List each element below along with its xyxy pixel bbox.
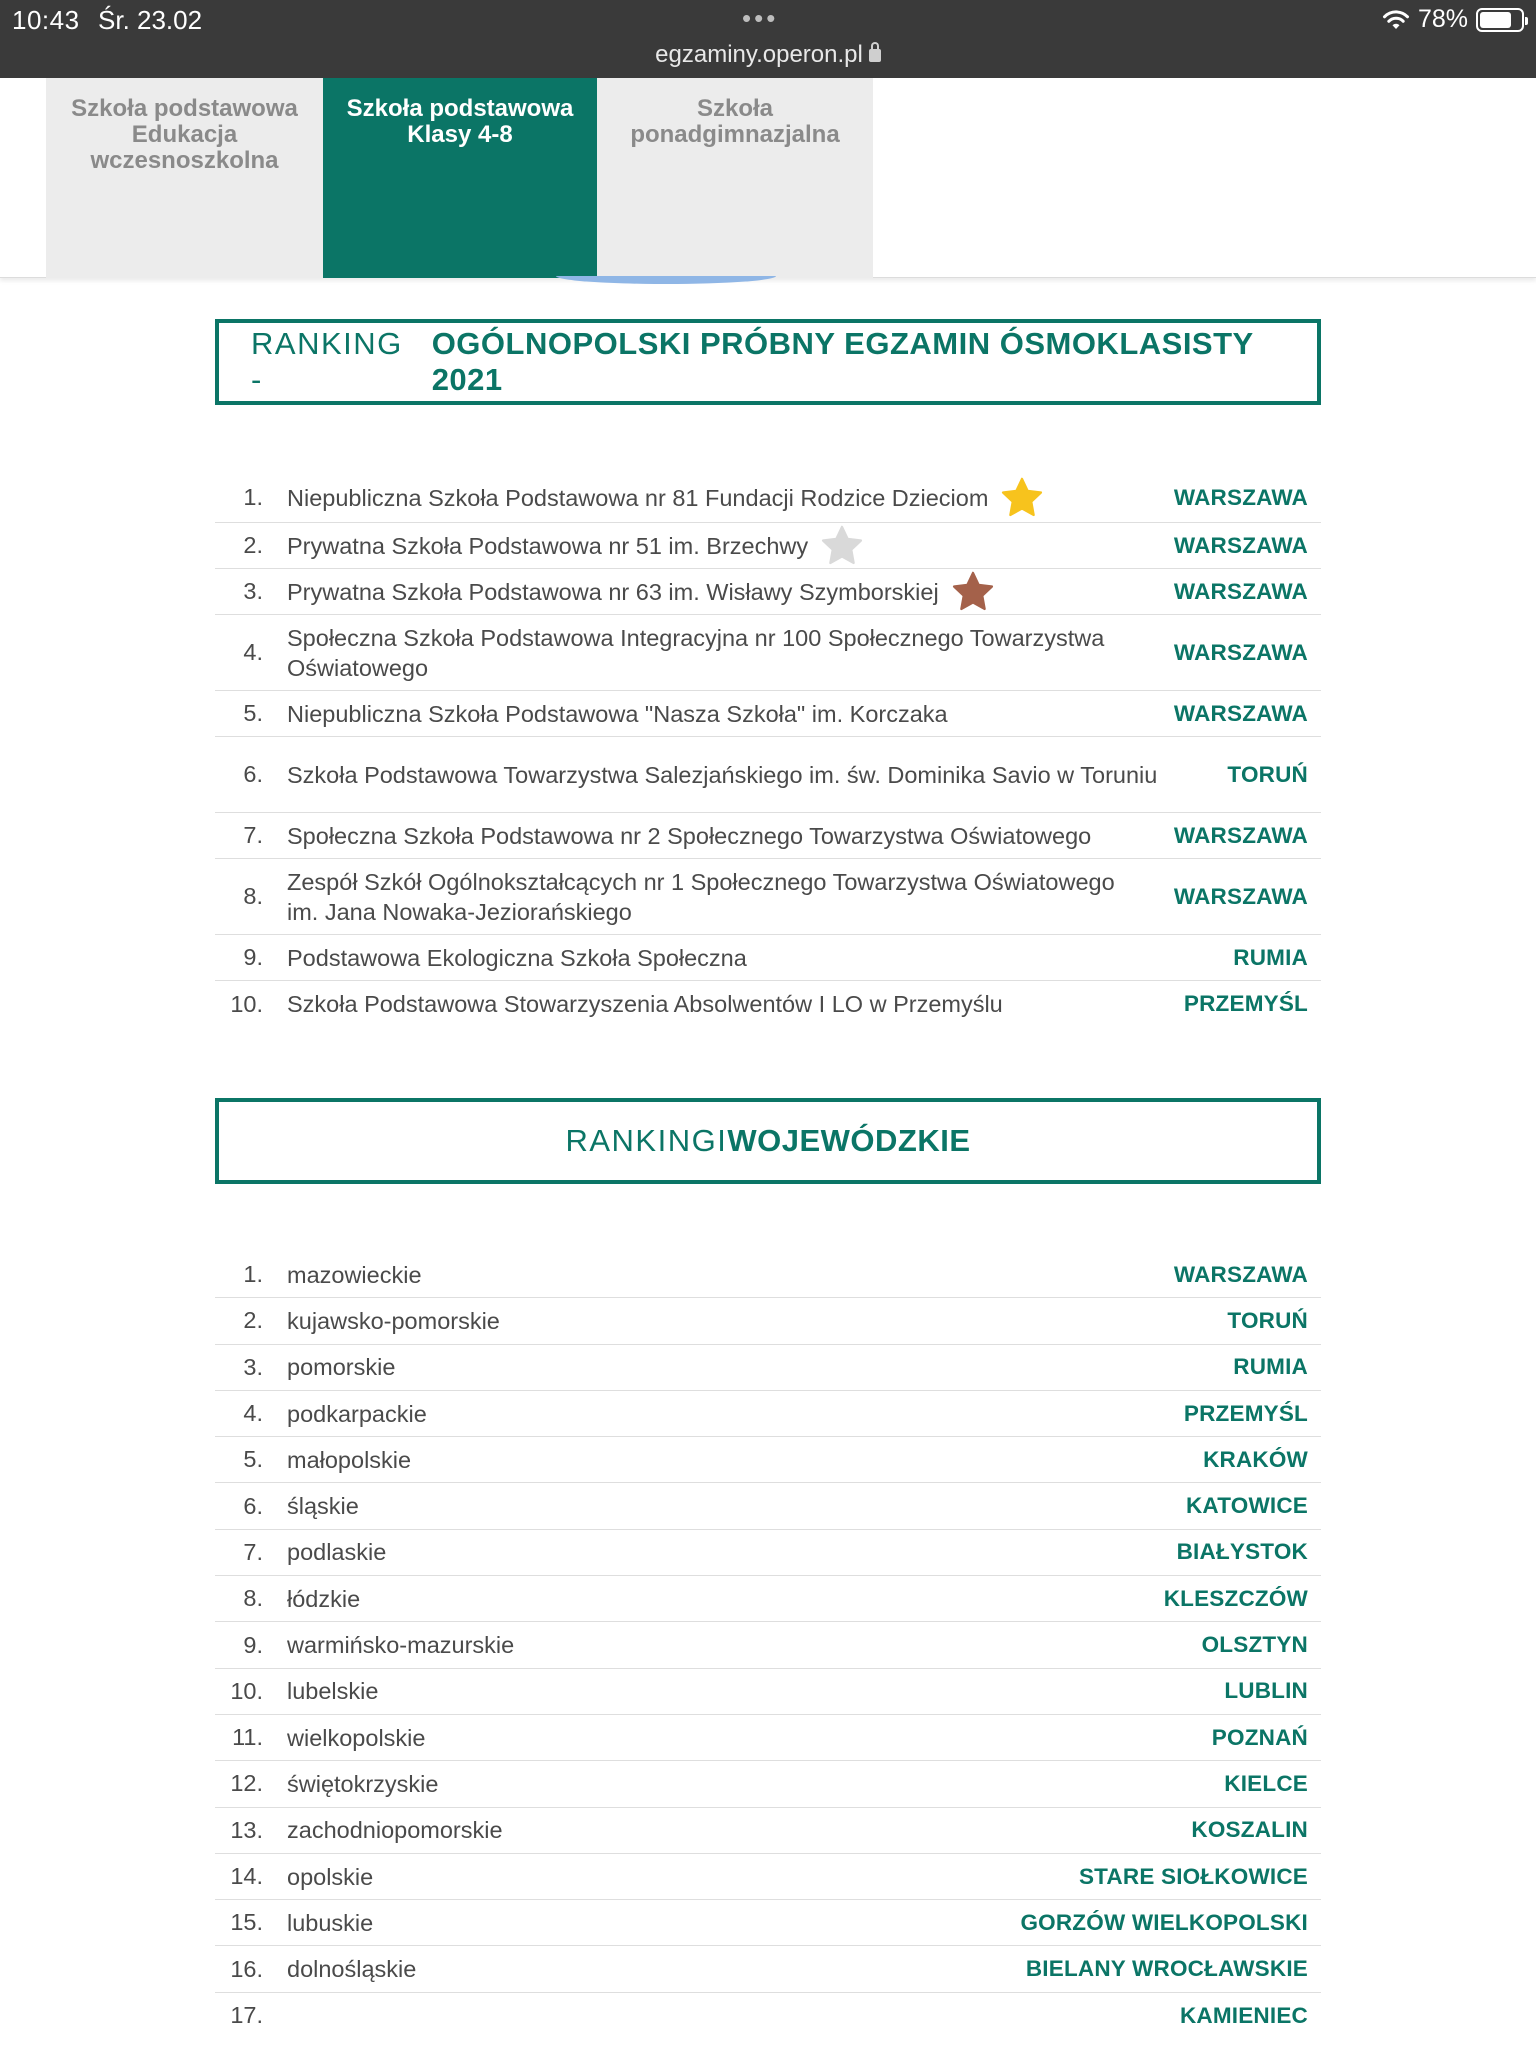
city-label: KRAKÓW	[1203, 1446, 1308, 1472]
tab-label-line: Szkoła podstawowa	[346, 95, 574, 122]
city-label: RUMIA	[1233, 944, 1308, 970]
rank-number: 15.	[230, 1909, 263, 1936]
table-row[interactable]	[215, 1576, 1321, 1622]
city-label: RUMIA	[1233, 1354, 1308, 1380]
city-label: TORUŃ	[1227, 761, 1308, 787]
school-name-text: Szkoła Podstawowa Towarzystwa Salezjańskiego im. św. Dominika Savio w Toruniu	[287, 761, 1158, 788]
rank-number: 1.	[243, 1261, 263, 1288]
table-row[interactable]	[215, 569, 1321, 615]
voivodeship-name: śląskie	[287, 1493, 359, 1520]
wifi-icon	[1382, 9, 1410, 31]
city-label: POZNAŃ	[1211, 1724, 1308, 1750]
school-name	[263, 943, 1233, 973]
city-label: KLESZCZÓW	[1163, 1585, 1308, 1611]
rank-number: 9.	[243, 944, 263, 970]
rank-number: 2.	[243, 532, 263, 558]
voivodeship-name: małopolskie	[287, 1446, 412, 1473]
school-name	[263, 699, 1174, 729]
table-row[interactable]	[215, 523, 1321, 569]
city-label: WARSZAWA	[1173, 578, 1308, 604]
table-row[interactable]	[215, 1808, 1321, 1854]
voivodeship-name: wielkopolskie	[287, 1724, 426, 1751]
city-label: BIAŁYSTOK	[1176, 1539, 1308, 1565]
rank-number: 11.	[232, 1724, 263, 1751]
city-label: WARSZAWA	[1173, 822, 1308, 848]
city-label: STARE SIOŁKOWICE	[1078, 1863, 1308, 1889]
battery-fill	[1480, 12, 1511, 28]
city-label: TORUŃ	[1227, 1307, 1308, 1333]
battery-icon	[1476, 8, 1524, 32]
voivodeship-name: warmińsko-mazurskie	[287, 1632, 515, 1659]
voivodeship-name: kujawsko-pomorskie	[287, 1307, 500, 1334]
voivodeship-name: pomorskie	[287, 1354, 396, 1381]
table-row[interactable]	[215, 1761, 1321, 1807]
table-row[interactable]	[215, 813, 1321, 859]
city-label: PRZEMYŚL	[1183, 991, 1308, 1016]
table-row[interactable]	[215, 1345, 1321, 1391]
voivodeship-name: podlaskie	[287, 1539, 387, 1566]
school-name	[263, 525, 1174, 567]
school-name-text: Prywatna Szkoła Podstawowa nr 51 im. Brzechwy	[287, 532, 809, 559]
city-label: KOSZALIN	[1191, 1817, 1308, 1843]
table-row[interactable]	[215, 1900, 1321, 1946]
tab-grades-4-8[interactable]	[323, 78, 597, 278]
national-ranking-list	[215, 473, 1321, 1027]
school-name-text: Prywatna Szkoła Podstawowa nr 63 im. Wisławy Szymborskiej	[287, 578, 939, 605]
national-ranking-title: OGÓLNOPOLSKI PRÓBNY EGZAMIN ÓSMOKLASISTY 2021	[431, 326, 1254, 397]
table-row[interactable]	[215, 1483, 1321, 1529]
city-label: GORZÓW WIELKOPOLSKI	[1020, 1909, 1308, 1935]
regional-ranking-list	[215, 1252, 1321, 2039]
rank-number: 3.	[243, 578, 263, 604]
more-dots-icon[interactable]: •••	[742, 3, 779, 33]
city-label: PRZEMYŚL	[1183, 1400, 1308, 1426]
rank-number: 13.	[230, 1816, 263, 1843]
school-name-text: Podstawowa Ekologiczna Szkoła Społeczna	[287, 944, 747, 971]
rank-number: 5.	[243, 700, 263, 726]
voivodeship-name: zachodniopomorskie	[287, 1817, 503, 1844]
rank-number: 6.	[243, 761, 263, 787]
address-bar[interactable]	[0, 41, 1536, 69]
table-row[interactable]	[215, 859, 1321, 935]
table-row[interactable]	[215, 1946, 1321, 1992]
rank-number: 10.	[230, 990, 263, 1017]
status-bar	[0, 0, 1536, 78]
rank-number: 16.	[230, 1955, 263, 1982]
school-type-tabs	[0, 78, 1536, 278]
rank-number: 7.	[243, 1538, 263, 1565]
rank-number: 12.	[230, 1770, 263, 1797]
city-label: KAMIENIEC	[1179, 2002, 1308, 2028]
table-row[interactable]	[215, 737, 1321, 813]
rank-number: 4.	[243, 1400, 263, 1427]
voivodeship-name: dolnośląskie	[287, 1956, 417, 1983]
city-label: WARSZAWA	[1173, 532, 1308, 558]
city-label: OLSZTYN	[1201, 1632, 1308, 1658]
status-time: 10:43	[12, 5, 80, 35]
school-name	[263, 571, 1174, 613]
table-row[interactable]	[215, 1437, 1321, 1483]
school-name	[263, 989, 1184, 1019]
table-row[interactable]	[215, 981, 1321, 1027]
tab-label-line: ponadgimnazjalna	[630, 121, 840, 148]
lock-icon	[869, 49, 881, 62]
rank-number: 8.	[243, 1585, 263, 1612]
regional-ranking-header	[215, 1098, 1321, 1184]
rank-number: 2.	[243, 1307, 263, 1334]
city-label: KATOWICE	[1185, 1493, 1308, 1519]
city-label: WARSZAWA	[1173, 639, 1308, 665]
rank-number: 9.	[243, 1631, 263, 1658]
tab-early-education[interactable]	[46, 78, 323, 278]
school-name-text: Społeczna Szkoła Podstawowa Integracyjna nr 100 Społecznego Towarzystwa Oświatowego	[287, 624, 1105, 681]
rank-number: 1.	[243, 484, 263, 510]
voivodeship-name: lubelskie	[287, 1678, 379, 1705]
school-name	[263, 821, 1174, 851]
battery-percent: 78%	[1417, 5, 1468, 33]
school-name	[263, 867, 1174, 927]
table-row[interactable]	[215, 1298, 1321, 1344]
silver-star-icon	[820, 525, 864, 567]
tab-secondary-school[interactable]	[597, 78, 873, 278]
url-text: egzaminy.operon.pl	[655, 41, 863, 68]
table-row[interactable]	[215, 1854, 1321, 1900]
table-row[interactable]	[215, 1669, 1321, 1715]
scroll-indicator	[556, 276, 776, 284]
table-row[interactable]	[215, 1622, 1321, 1668]
voivodeship-name: lubuskie	[287, 1909, 374, 1936]
rank-number: 4.	[243, 639, 263, 665]
school-name-text: Niepubliczna Szkoła Podstawowa nr 81 Fundacji Rodzice Dzieciom	[287, 484, 989, 511]
school-name-text: Niepubliczna Szkoła Podstawowa "Nasza Szkoła" im. Korczaka	[287, 700, 948, 727]
school-name	[263, 477, 1174, 519]
rank-number: 5.	[243, 1446, 263, 1473]
city-label: WARSZAWA	[1173, 700, 1308, 726]
city-label: BIELANY WROCŁAWSKIE	[1025, 1956, 1308, 1982]
tab-label-line: wczesnoszkolna	[90, 147, 279, 174]
table-row[interactable]	[215, 1530, 1321, 1576]
voivodeship-name: łódzkie	[287, 1585, 361, 1612]
voivodeship-name: opolskie	[287, 1863, 374, 1890]
city-label: WARSZAWA	[1173, 883, 1308, 909]
table-row[interactable]	[215, 1993, 1321, 2039]
bronze-star-icon	[951, 571, 995, 613]
regional-ranking-title-prefix: RANKINGI	[565, 1123, 728, 1158]
rank-number: 8.	[243, 883, 263, 909]
voivodeship-name: mazowieckie	[287, 1261, 422, 1288]
tab-label-line: Edukacja	[131, 121, 238, 148]
rank-number: 17.	[230, 2002, 263, 2029]
voivodeship-name: świętokrzyskie	[287, 1770, 439, 1797]
rank-number: 14.	[230, 1863, 263, 1889]
table-row[interactable]	[215, 1715, 1321, 1761]
table-row[interactable]	[215, 615, 1321, 691]
regional-ranking-title: WOJEWÓDZKIE	[727, 1123, 971, 1158]
city-label: WARSZAWA	[1173, 1261, 1308, 1287]
school-name	[263, 760, 1227, 790]
school-name-text: Szkoła Podstawowa Stowarzyszenia Absolwentów I LO w Przemyślu	[287, 991, 1003, 1017]
rank-number: 10.	[230, 1677, 263, 1704]
city-label: WARSZAWA	[1173, 484, 1308, 510]
tab-label-line: Szkoła	[696, 95, 774, 122]
school-name-text: Społeczna Szkoła Podstawowa nr 2 Społecznego Towarzystwa Oświatowego	[287, 822, 1092, 849]
rank-number: 6.	[243, 1492, 263, 1519]
school-name	[263, 623, 1174, 683]
table-row[interactable]	[215, 935, 1321, 981]
table-row[interactable]	[215, 691, 1321, 737]
table-row[interactable]	[215, 1391, 1321, 1437]
city-label: KIELCE	[1224, 1770, 1308, 1796]
tab-label-line: Szkoła podstawowa	[71, 95, 298, 122]
table-row[interactable]	[215, 473, 1321, 523]
status-right	[1382, 5, 1524, 34]
national-ranking-header	[215, 319, 1321, 405]
rank-number: 7.	[243, 822, 263, 848]
tab-label-line: Klasy 4-8	[407, 121, 513, 148]
national-ranking-title-prefix: RANKING -	[251, 326, 403, 397]
school-name-text: Zespół Szkół Ogólnokształcących nr 1 Społecznego Towarzystwa Oświatowego im. Jana Nowaka-Jeziorańskiego	[287, 868, 1115, 925]
voivodeship-name: podkarpackie	[287, 1400, 427, 1427]
status-date: Śr. 23.02	[98, 5, 203, 35]
gold-star-icon	[1000, 477, 1044, 519]
rank-number: 3.	[243, 1353, 263, 1380]
table-row[interactable]	[215, 1252, 1321, 1298]
city-label: LUBLIN	[1224, 1678, 1308, 1704]
